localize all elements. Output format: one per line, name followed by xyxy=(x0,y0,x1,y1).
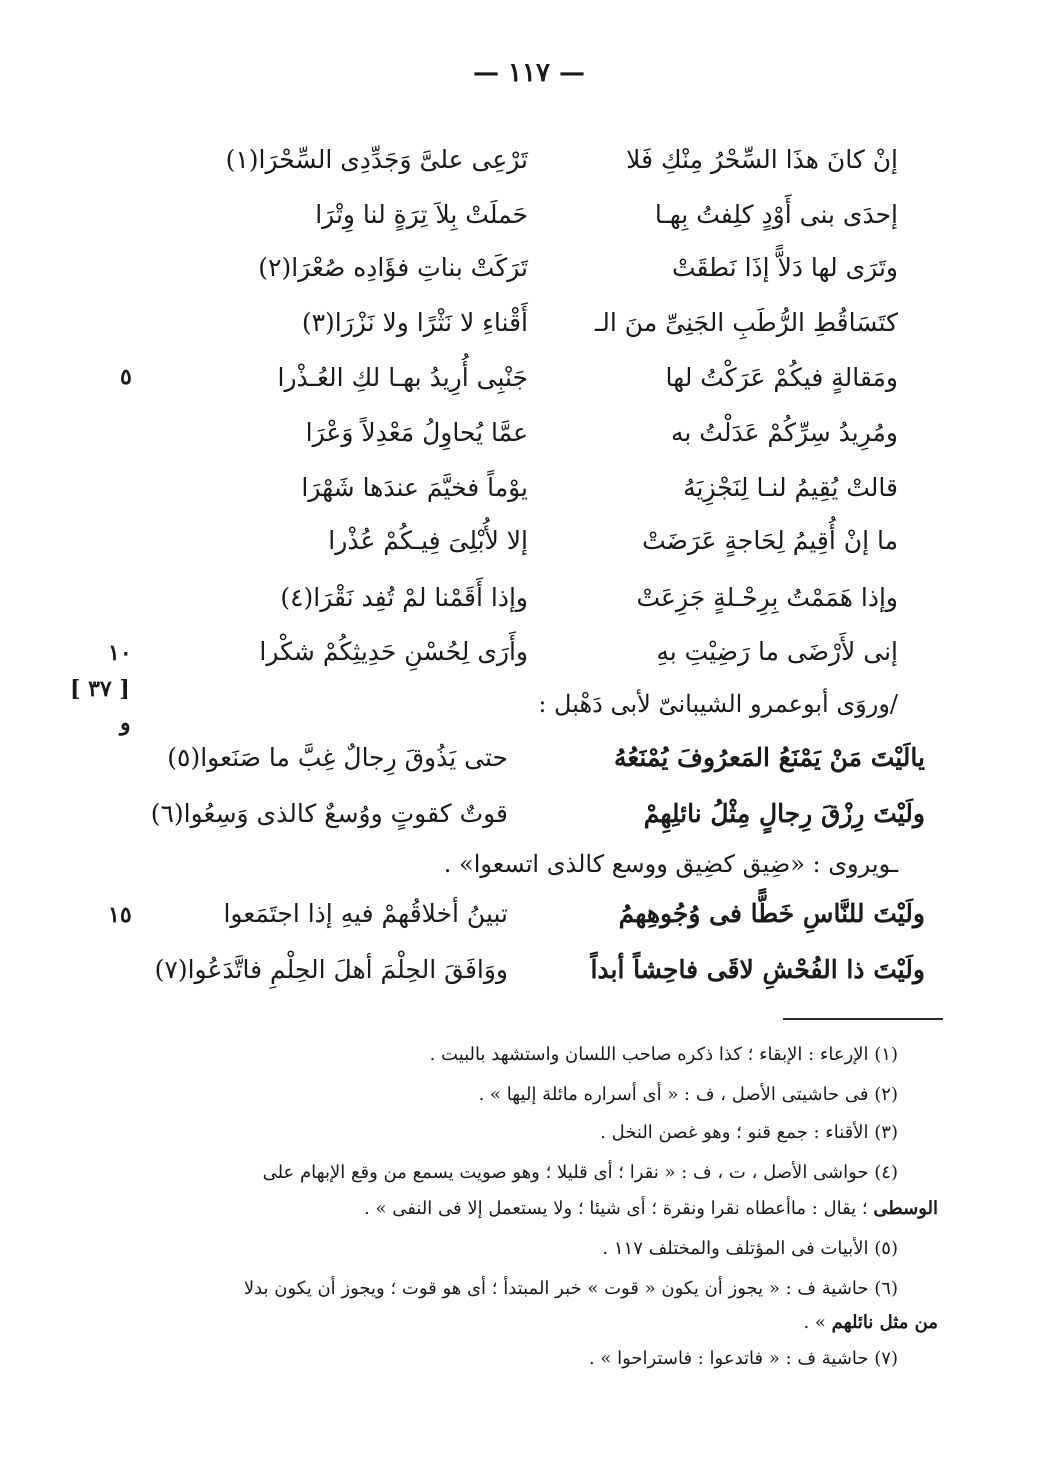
verse-12 xyxy=(0,788,1058,840)
verse-8 xyxy=(0,515,1058,567)
footnote-4-rest: ؛ يقال : ماأعطاه نقرا ونقرة ؛ أى شيئا ؛ ولا يستعمل إلا فى النفى » . xyxy=(364,1198,874,1219)
hemistich-first: ولَيْتَ للنَّاسِ خَطًّا فى وُجُوهِهمُ xyxy=(618,899,925,928)
hemistich-second: تبينُ أخلاقُهمْ فيهِ إذا اجتَمَعوا xyxy=(223,899,508,928)
hemistich-first: ولَيْتَ رِزْقَ رِجالٍ مِثْلُ نائلِهِمْ xyxy=(643,799,925,828)
hemistich-first: ما إنْ أُقِيمُ لِحَاجةٍ عَرَضَتْ xyxy=(642,526,898,555)
hemistich-second: حتى يَذُوقَ رِجالٌ غِبَّ ما صَنَعوا(٥) xyxy=(167,743,508,772)
hemistich-second: إلا لأُبْلِىَ فِيـكُمْ عُذْرا xyxy=(328,526,528,555)
hemistich-first: ولَيْتَ ذا الفُحْشِ لاقَى فاحِشاً أبداً xyxy=(590,955,925,984)
hemistich-second: ووَافَقَ الحِلْمَ أهلَ الحِلْمِ فاتَّدَعُوا(٧) xyxy=(154,955,508,984)
hemistich-first: إحدَى بنى أَوْدٍ كلِفتُ بِهـا xyxy=(654,200,898,229)
hemistich-first: وتَرَى لها دَلاًّ إذَا نَطقَتْ xyxy=(671,253,898,282)
hemistich-first: وإذا هَمَمْتُ بِرِحْـلةٍ جَزِعَتْ xyxy=(636,583,898,612)
hemistich-first: ومُرِيدُ سِرِّكُمْ عَدَلْتُ به xyxy=(670,418,898,447)
hemistich-first: إنى لأَرْضَى ما رَضِيْتِ بهِ xyxy=(656,637,898,666)
verse-6 xyxy=(0,407,1058,459)
hemistich-second: تَرَكَتْ بناتِ فؤَادِه صُعْرَا(٢) xyxy=(258,253,528,282)
intro-line: /وروَى أبوعمرو الشيبانىّ لأبى دَهْبل : xyxy=(538,690,898,718)
margin-line-number-5: ٥ xyxy=(120,364,132,390)
verse-1 xyxy=(0,134,1058,186)
footnote-1: (١) الإرعاء : الإبقاء ؛ كذا ذكره صاحب اللسان واستشهد بالبيت . xyxy=(429,1044,898,1065)
verse-7 xyxy=(0,462,1058,514)
verse-14 xyxy=(0,944,1058,996)
hemistich-first: إنْ كانَ هذَا السِّحْرُ مِنْكِ فَلا xyxy=(626,145,898,174)
footnote-2: (٢) فى حاشيتى الأصل ، ف : « أى أسراره مائلة إليها » . xyxy=(478,1084,898,1105)
footnote-6-lead: من مثل نائلهم xyxy=(831,1312,938,1333)
variant-line: ـويروى : «ضِيق كضِيق ووسع كالذى اتسعوا» . xyxy=(443,850,898,878)
hemistich-second: وأَرَى لِحُسْنِ حَدِيثِكُمْ شكْرا xyxy=(259,637,528,666)
verse-13 xyxy=(0,888,1058,940)
footnote-6-line1: (٦) حاشية ف : « يجوز أن يكون « قوت » خبر المبتدأ ؛ أى هو قوت ؛ ويجوز أن يكون بدلا xyxy=(243,1278,898,1299)
footnote-separator xyxy=(783,1018,943,1020)
verse-9 xyxy=(0,572,1058,624)
margin-page-bracket: [ ٣٧ ] xyxy=(70,676,130,702)
hemistich-second: تَرْعِى علىَّ وَجَدِّدِى السِّحْرَا(١) xyxy=(225,145,528,174)
footnote-6-rest: » . xyxy=(803,1312,832,1333)
hemistich-first: ومَقالةٍ فيكُمْ عَرَكْتُ لها xyxy=(665,363,898,392)
hemistich-second: جَنْبِى أُرِيدُ بهـا لكِ العُـذْرا xyxy=(277,363,528,392)
hemistich-first: كتَسَاقُطِ الرُّطَبِ الجَنِىِّ منَ الـ xyxy=(594,308,898,337)
verse-11 xyxy=(0,732,1058,784)
verse-2 xyxy=(0,189,1058,241)
verse-5 xyxy=(0,352,1058,404)
footnote-5: (٥) الأبيات فى المؤتلف والمختلف ١١٧ . xyxy=(602,1238,898,1259)
margin-line-number-10: ١٠ xyxy=(108,640,132,666)
verse-3 xyxy=(0,242,1058,294)
verse-10 xyxy=(0,626,1058,678)
hemistich-second: عمَّا يُحاوِلُ مَعْدِلاً وَعْرَا xyxy=(305,418,528,447)
page-number: — ١١٧ — xyxy=(472,58,586,88)
footnote-3: (٣) الأقناء : جمع قنو ؛ وهو غصن النخل . xyxy=(600,1122,898,1143)
margin-line-number-15: ١٥ xyxy=(108,902,132,928)
hemistich-second: وإذا أَقَمْنا لمْ تُفِد نَقْرَا(٤) xyxy=(280,583,528,612)
hemistich-first: قالتْ يُقِيمُ لنـا لِنَجْزِيَهُ xyxy=(683,473,898,502)
hemistich-second: أَقْناءِ لا نَثْرًا ولا نَزْرَا(٣) xyxy=(301,308,528,337)
footnote-7: (٧) حاشية ف : « فاتدعوا : فاستراحوا » . xyxy=(588,1348,898,1369)
footnote-4-lead: الوسطى xyxy=(873,1198,938,1219)
footnote-4-line1: (٤) حواشى الأصل ، ت ، ف : « نقرا ؛ أى قليلا ؛ وهو صويت يسمع من وقع الإبهام على xyxy=(262,1162,898,1183)
hemistich-second: يوْماً فخيَّمَ عندَها شَهْرَا xyxy=(301,473,528,502)
hemistich-second: قوتٌ كقوتٍ ووُسعٌ كالذى وَسِعُوا(٦) xyxy=(150,799,508,828)
verse-4 xyxy=(0,297,1058,349)
footnote-4-line2 xyxy=(364,1192,938,1226)
hemistich-second: حَملَتْ بِلاَ تِرَةٍ لنا وِتْرَا xyxy=(315,200,528,229)
footnote-6-line2 xyxy=(803,1306,938,1340)
margin-waw: و xyxy=(120,710,131,736)
hemistich-first: يالَيْتَ مَنْ يَمْنَعُ المَعرُوفَ يُمْنَعُهُ xyxy=(613,743,925,772)
